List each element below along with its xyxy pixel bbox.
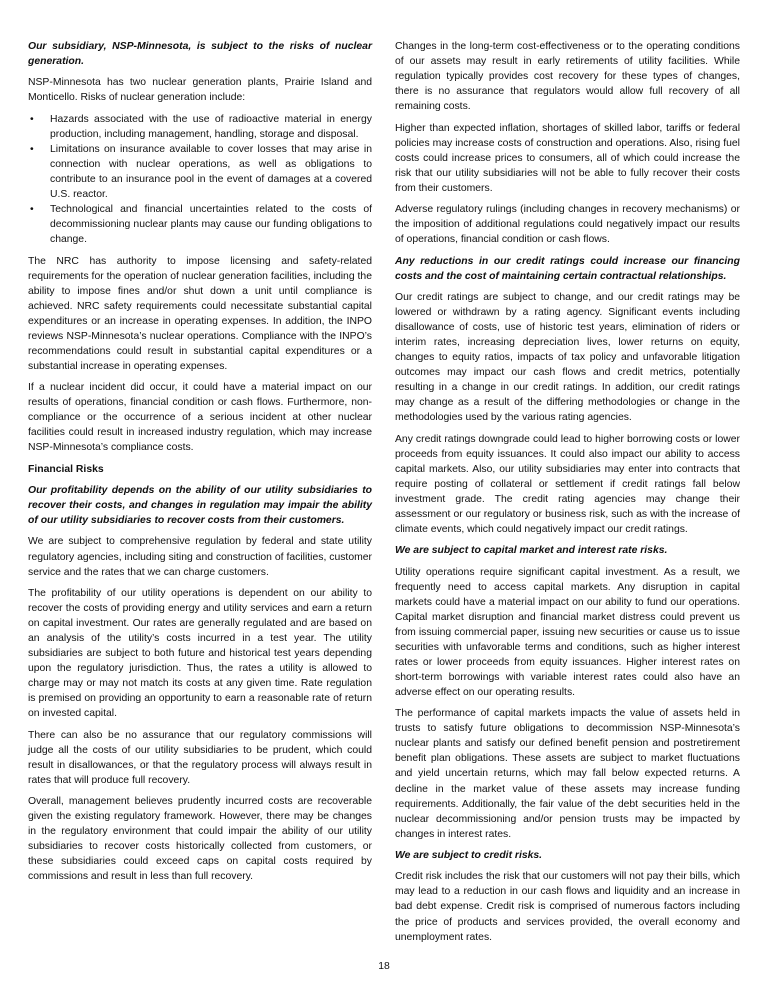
left-column (28, 39, 372, 891)
section-heading-financial-risks: Financial Risks (28, 463, 104, 475)
paragraph: Changes in the long-term cost-effectiveness or to the operating conditions of our assets may result in early retirements of utility facilities. While regulation typically provides cost recovery for these types of changes, there is no assurance that regulators would allow full recovery of all remaining costs. (395, 41, 740, 113)
paragraph: The performance of capital markets impacts the value of assets held in trusts to satisfy future obligations to decommission NSP-Minnesota’s nuclear plants and satisfy our defined benefit pension and postretirement benefit plan obligations. These assets are subject to market fluctuations and yield uncertain returns, which may fall below expected returns. A decline in the market value of these assets may increase funding requirements. Additionally, the fair value of the debt securities held in the nuclear decommissioning and/or pension trusts may be impacted by changes in interest rates. (395, 708, 740, 840)
paragraph: Overall, management believes prudently incurred costs are recoverable given the existing regulatory framework. However, there may be changes in the regulatory environment that could impair the ability of our utility subsidiaries to recover costs historically collected from customers, or these subsidiaries could exceed caps on capital costs required by commissions and result in less than full recovery. (28, 796, 372, 883)
paragraph: Any credit ratings downgrade could lead to higher borrowing costs or lower proceeds from equity issuances. It could also impact our ability to access capital markets. Also, our utility subsidiaries may enter into contracts that require posting of collateral or settlement if credit ratings fall below investment grade. The credit rating agencies may change their assessment or our regulatory or business risk, such as with the increase of climate events, which could negatively impact our credit ratings. (395, 433, 740, 535)
paragraph: Our credit ratings are subject to change, and our credit ratings may be lowered or withdrawn by a rating agency. Significant events including disallowance of costs, use of historic test years, elimination of riders or interim rates, increasing depreciation lives, lower returns on equity, changes to equity ratios, impacts of tax policy and unfavorable litigation outcomes may impact our cash flows and credit metrics, potentially resulting in a change in our credit ratings. In addition, our credit ratings may change as a result of the differing methodologies or change in the methodologies used by the various rating agencies. (395, 291, 740, 424)
credit-ratings-heading: Any reductions in our credit ratings could increase our financing costs and the cost of maintaining certain contractual relationships. (395, 255, 740, 282)
bullet-icon: • (30, 113, 34, 125)
paragraph: Higher than expected inflation, shortages of skilled labor, tariffs or federal policies may increase costs of construction and operations. Also, rising fuel costs could increase prices to consumers, all of which could increase the risk that our utility subsidiaries will not be able to fully recover their costs from their customers. (395, 122, 740, 194)
right-column (395, 39, 740, 951)
bullet-icon: • (30, 143, 34, 155)
list-item: • Technological and financial uncertainties related to the costs of decommissioning nuclear plants may cause our funding obligations to change. (30, 204, 372, 246)
nuclear-risk-heading: Our subsidiary, NSP-Minnesota, is subject to the risks of nuclear generation. (28, 41, 372, 68)
profitability-risk-heading: Our profitability depends on the ability of our utility subsidiaries to recover their costs, and changes in regulation may impair the ability of our utility subsidiaries to recover costs from their customers. (28, 485, 372, 527)
paragraph: If a nuclear incident did occur, it could have a material impact on our results of operations, financial condition or cash flows. Furthermore, non-compliance or the occurrence of a serious incident at other nuclear facilities could result in increased industry regulation, which may increase NSP-Minnesota’s compliance costs. (28, 382, 372, 454)
list-item: • Hazards associated with the use of radioactive material in energy production, including management, handling, storage and disposal. (30, 113, 372, 140)
nuclear-risk-list (28, 112, 372, 247)
paragraph: NSP-Minnesota has two nuclear generation plants, Prairie Island and Monticello. Risks of nuclear generation include: (28, 77, 372, 104)
list-item: • Limitations on insurance available to cover losses that may arise in connection with nuclear operations, as well as obligations to contribute to an insurance pool in the event of damages at a covered U.S. reactor. (30, 143, 372, 201)
credit-risk-heading: We are subject to credit risks. (395, 850, 543, 862)
capital-market-risk-heading: We are subject to capital market and interest rate risks. (395, 545, 668, 557)
paragraph: Utility operations require significant capital investment. As a result, we frequently need to access capital markets. Any disruption in capital markets could have a material impact on our ability to fund our operations. Capital market disruption and financial market distress could prevent us from issuing commercial paper, issuing new securities or cause us to issue securities with unfavorable terms and conditions, such as higher interest rates or lower proceeds from equity issuances. Higher interest rates on short-term borrowings with variable interest rates could also have an adverse effect on our operating results. (395, 566, 740, 698)
page-number: 18 (378, 961, 390, 972)
paragraph: The profitability of our utility operations is dependent on our ability to recover the costs of providing energy and utility services and earn a return on capital investment. Our rates are generally regulated and are based on an analysis of the utility’s costs incurred in a test year. The utility subsidiaries are subject to both future and historical test years depending upon the regulatory jurisdiction. Thus, the rates a utility is allowed to charge may or may not match its costs at any given time. Rate regulation is premised on providing an opportunity to earn a reasonable rate of return on invested capital. (28, 587, 372, 720)
paragraph: There can also be no assurance that our regulatory commissions will judge all the costs of our utility subsidiaries to be prudent, which could result in disallowances, or that the regulatory process will always result in rates that will produce full recovery. (28, 729, 372, 786)
bullet-icon: • (30, 204, 34, 216)
paragraph: Adverse regulatory rulings (including changes in recovery mechanisms) or the imposition of additional regulations could negatively impact our results of operations, financial condition or cash flows. (395, 204, 740, 246)
paragraph: The NRC has authority to impose licensing and safety-related requirements for the operation of nuclear generation facilities, including the ability to impose fines and/or shut down a unit until compliance is achieved. NRC safety requirements could necessitate substantial capital expenditures or an increase in operating expenses. In addition, the INPO reviews NSP-Minnesota’s nuclear operations. Compliance with the INPO’s recommendations could result in substantial capital expenditures or a substantial increase in operating expenses. (28, 255, 372, 372)
paragraph: Credit risk includes the risk that our customers will not pay their bills, which may lead to a reduction in our cash flows and liquidity and an increase in bad debt expense. Credit risk is comprised of numerous factors including the price of products and services provided, the overall economy and unemployment rates. (395, 871, 740, 943)
paragraph: We are subject to comprehensive regulation by federal and state utility regulatory agencies, including siting and construction of facilities, customer service and the rates that we can charge customers. (28, 536, 372, 578)
